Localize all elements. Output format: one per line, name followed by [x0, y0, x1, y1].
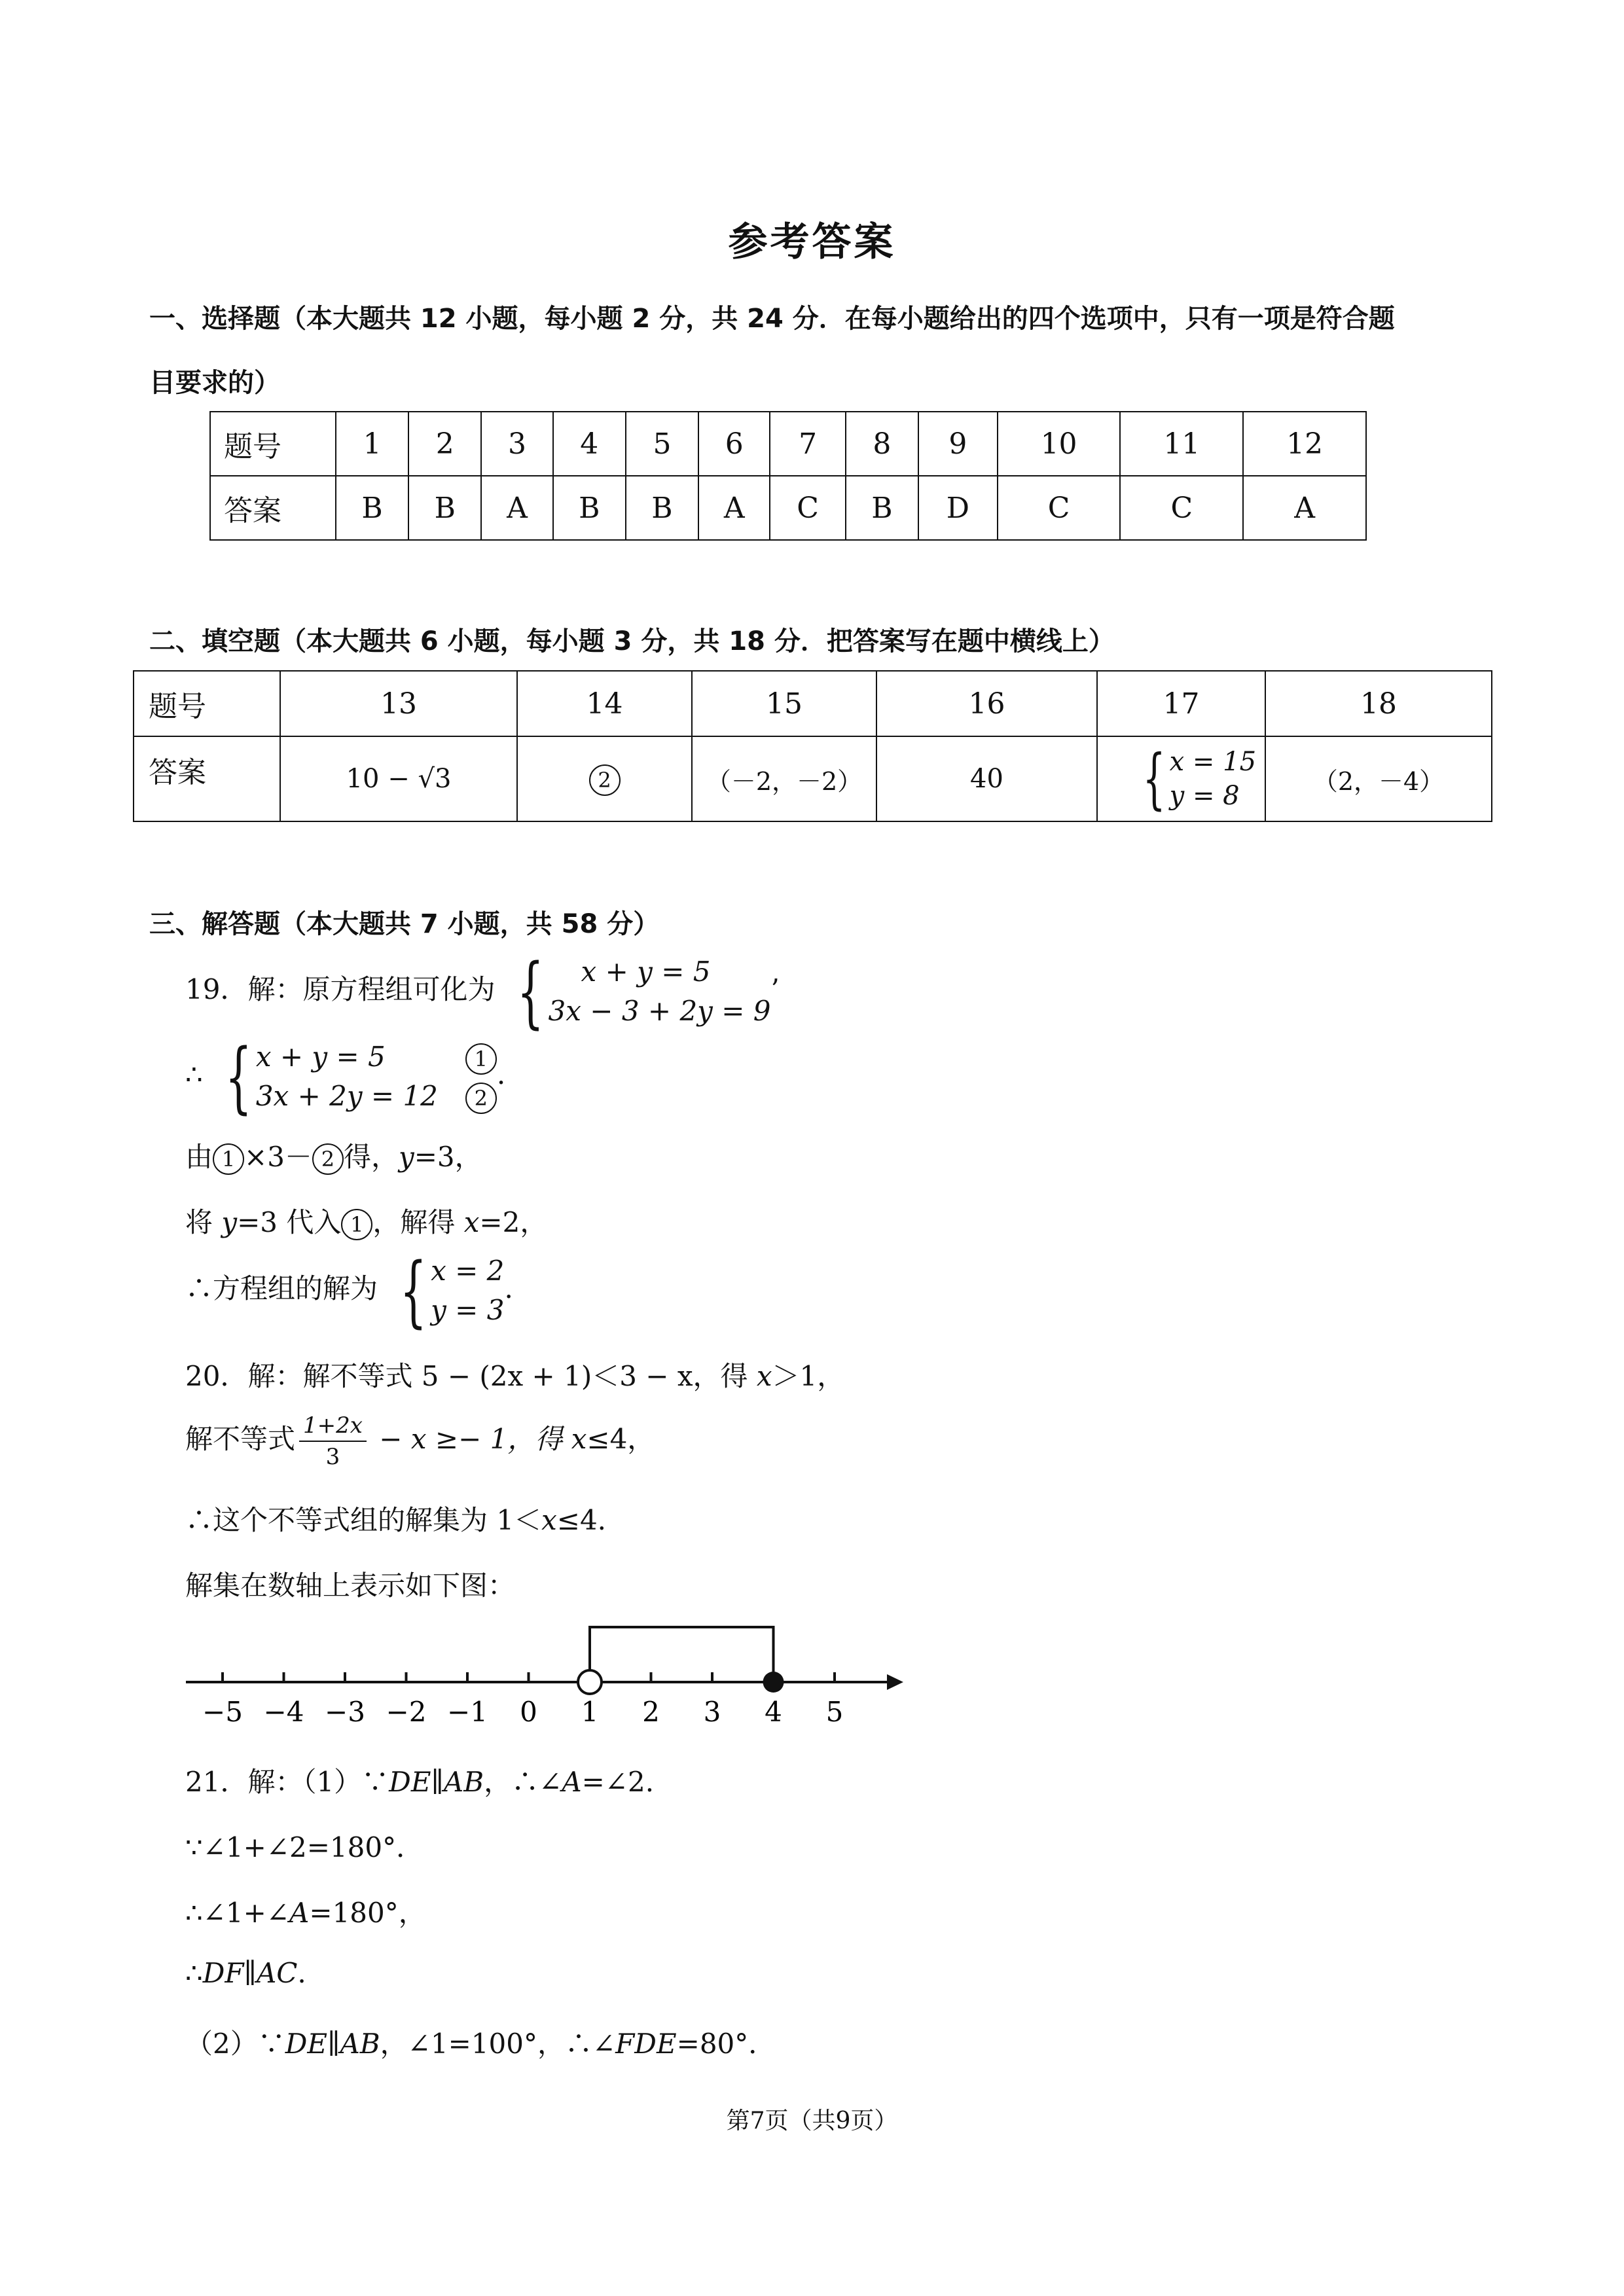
fill-answer-table — [133, 670, 1492, 822]
q19-step2: 将 y=3 代入 1 ，解得 x=2， — [185, 1201, 547, 1240]
q20-line3: ∴这个不等式组的解集为 1＜x≤4. — [185, 1504, 607, 1536]
answer-cell: A — [698, 476, 770, 540]
answer-cell: B — [336, 476, 408, 540]
answer-cell: A — [481, 476, 552, 540]
tick-label: 4 — [765, 1696, 782, 1728]
answer-cell: （2，－4） — [1265, 736, 1492, 821]
table-row — [134, 671, 1492, 736]
q20-line1: 20．解：解不等式 5 − (2x + 1)＜3 − x，得 x＞1， — [185, 1360, 845, 1392]
row-label-question: 题号 — [210, 412, 336, 476]
answer-cell: B — [408, 476, 481, 540]
q21-line5: （2）∵DE∥AB，∠1=100°，∴∠FDE=80°． — [185, 2028, 776, 2060]
table-row — [134, 736, 1492, 821]
answer-cell: 40 — [876, 736, 1097, 821]
solution-set-bracket — [590, 1627, 774, 1682]
tick-label: 3 — [703, 1696, 721, 1728]
question-number: 10 — [998, 412, 1121, 476]
row-label-question: 题号 — [134, 671, 280, 736]
question-number: 17 — [1097, 671, 1265, 736]
row-label-answer: 答案 — [210, 476, 336, 540]
tick-label: 2 — [642, 1696, 660, 1728]
answer-cell: 10 − √3 — [280, 736, 517, 821]
q21-line1: 21．解：（1）∵DE∥AB，∴∠A=∠2. — [185, 1766, 655, 1798]
question-number: 6 — [698, 412, 770, 476]
circled-number: 2 — [312, 1143, 344, 1175]
answer-cell: C — [770, 476, 845, 540]
open-point — [578, 1670, 602, 1694]
question-number: 3 — [481, 412, 552, 476]
tick-label: −2 — [386, 1696, 427, 1728]
question-number: 9 — [918, 412, 998, 476]
closed-point — [763, 1672, 784, 1693]
circled-number: 2 — [589, 764, 621, 796]
answer-cell: { x = 15 y = 8 — [1097, 736, 1265, 821]
question-number: 16 — [876, 671, 1097, 736]
q21-line3: ∴∠1+∠A=180°， — [185, 1897, 426, 1929]
question-number: 7 — [770, 412, 845, 476]
q21-line4: ∴DF∥AC. — [185, 1957, 306, 1989]
tick-label: 1 — [581, 1696, 599, 1728]
question-number: 11 — [1120, 412, 1243, 476]
fraction: $\frac{1+2x}{3}$ — [299, 1410, 367, 1472]
section3-heading: 三、解答题（本大题共 7 小题，共 58 分） — [149, 909, 660, 939]
question-number: 18 — [1265, 671, 1492, 736]
question-number: 1 — [336, 412, 408, 476]
question-number: 2 — [408, 412, 481, 476]
circled-number: 1 — [465, 1043, 497, 1075]
section1-heading: 一、选择题（本大题共 12 小题，每小题 2 分，共 24 分．在每小题给出的四个选项中，只有一项是符合题 — [149, 304, 1395, 334]
q19-step1: 由 1 ×3－ 2 得，y=3， — [185, 1136, 482, 1175]
answer-cell — [517, 736, 692, 821]
q19-system-line: ∴ { x + y = 5 $3x + 2y = 12 \frac{1}{2}$. — [185, 1031, 506, 1122]
table-row — [210, 412, 1366, 476]
answer-cell: C — [1120, 476, 1243, 540]
question-number: 4 — [553, 412, 626, 476]
question-number: 15 — [692, 671, 876, 736]
q19-intro-line: 19．解：原方程组可化为 { x + y = 5 3x − 3 + 2y = 9’ — [185, 946, 780, 1037]
number-line-figure — [177, 1617, 910, 1728]
answer-cell: A — [1243, 476, 1366, 540]
answer-cell: B — [846, 476, 918, 540]
question-number: 5 — [626, 412, 698, 476]
tick-label: 0 — [520, 1696, 537, 1728]
tick-label: −5 — [202, 1696, 243, 1728]
circled-number: 1 — [341, 1209, 372, 1240]
answer-cell: B — [626, 476, 698, 540]
answer-cell: D — [918, 476, 998, 540]
eq-line: y = 8 — [1169, 781, 1240, 811]
question-number: 12 — [1243, 412, 1366, 476]
page-title: 参考答案 — [728, 219, 896, 265]
eq-line: x = 15 — [1169, 747, 1257, 777]
q21-line2: ∵∠1+∠2=180°． — [185, 1831, 424, 1863]
q19-conclusion: ∴方程组的解为 { x = 2 y = 3. — [185, 1246, 513, 1336]
q20-line2: 解不等式 $\frac{1+2x}{3}$ − x ≥− 1，得 x≤4， — [185, 1410, 655, 1472]
page-footer: 第7页（共9页） — [726, 2108, 898, 2134]
tick-label: −1 — [447, 1696, 488, 1728]
arrow-icon — [887, 1674, 903, 1690]
question-number: 14 — [517, 671, 692, 736]
section2-heading: 二、填空题（本大题共 6 小题，每小题 3 分，共 18 分．把答案写在题中横线上） — [149, 626, 1115, 656]
section1-heading-cont: 目要求的） — [149, 368, 280, 398]
answer-cell: C — [998, 476, 1121, 540]
q20-line4: 解集在数轴上表示如下图： — [185, 1570, 516, 1602]
row-label-answer: 答案 — [134, 736, 280, 821]
table-row — [210, 476, 1366, 540]
tick-label: −3 — [325, 1696, 365, 1728]
tick-label: 5 — [825, 1696, 844, 1728]
answer-cell: （－2，－2） — [692, 736, 876, 821]
answer-cell: B — [553, 476, 626, 540]
tick-label: −4 — [263, 1696, 304, 1728]
circled-number: 1 — [213, 1143, 244, 1175]
circled-number: 2 — [465, 1083, 497, 1114]
question-number: 13 — [280, 671, 517, 736]
question-number: 8 — [846, 412, 918, 476]
choice-answer-table — [209, 411, 1367, 541]
